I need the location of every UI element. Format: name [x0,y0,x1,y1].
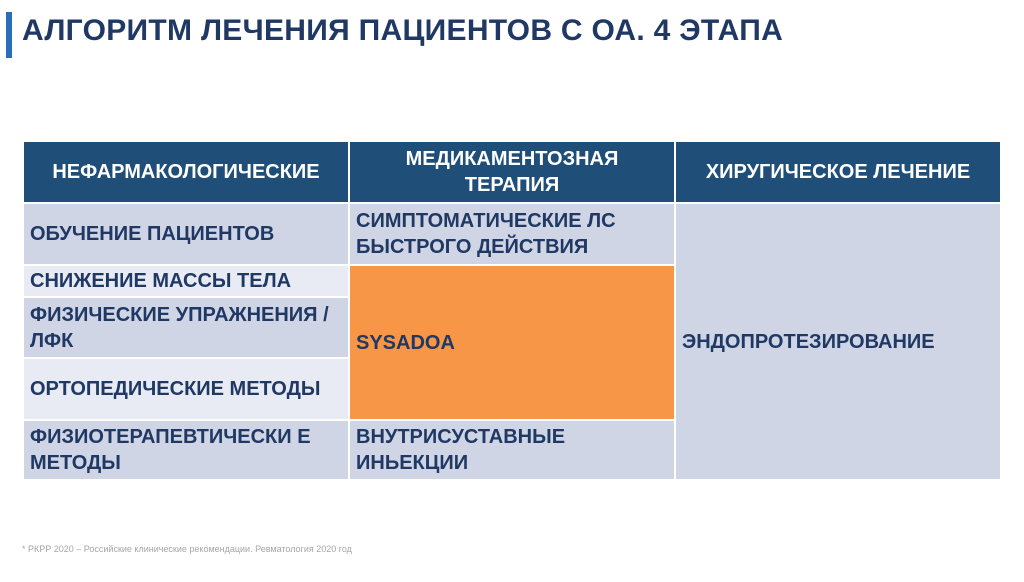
cell-patient-education: ОБУЧЕНИЕ ПАЦИЕНТОВ [23,203,349,265]
cell-orthopedic: ОРТОПЕДИЧЕСКИЕ МЕТОДЫ [23,358,349,420]
cell-arthroplasty: ЭНДОПРОТЕЗИРОВАНИЕ [675,203,1001,480]
footnote: * РКРР 2020 – Российские клинические рекомендации. Ревматология 2020 год [22,544,352,554]
page-title: АЛГОРИТМ ЛЕЧЕНИЯ ПАЦИЕНТОВ С ОА. 4 ЭТАПА [22,14,784,47]
header-surgery: ХИРУГИЧЕСКОЕ ЛЕЧЕНИЕ [675,141,1001,203]
cell-physiotherapy: ФИЗИОТЕРАПЕВТИЧЕСКИ Е МЕТОДЫ [23,420,349,480]
header-drug-therapy: МЕДИКАМЕНТОЗНАЯ ТЕРАПИЯ [349,141,675,203]
header-non-pharm: НЕФАРМАКОЛОГИЧЕСКИЕ [23,141,349,203]
cell-exercise: ФИЗИЧЕСКИЕ УПРАЖНЕНИЯ / ЛФК [23,297,349,358]
title-accent-bar [6,12,12,58]
cell-symptomatic-drugs: СИМПТОМАТИЧЕСКИЕ ЛС БЫСТРОГО ДЕЙСТВИЯ [349,203,675,265]
cell-intraarticular: ВНУТРИСУСТАВНЫЕ ИНЬЕКЦИИ [349,420,675,480]
cell-sysadoa: SYSADOA [349,265,675,420]
cell-weight-loss: СНИЖЕНИЕ МАССЫ ТЕЛА [23,265,349,297]
treatment-table [22,140,1002,481]
